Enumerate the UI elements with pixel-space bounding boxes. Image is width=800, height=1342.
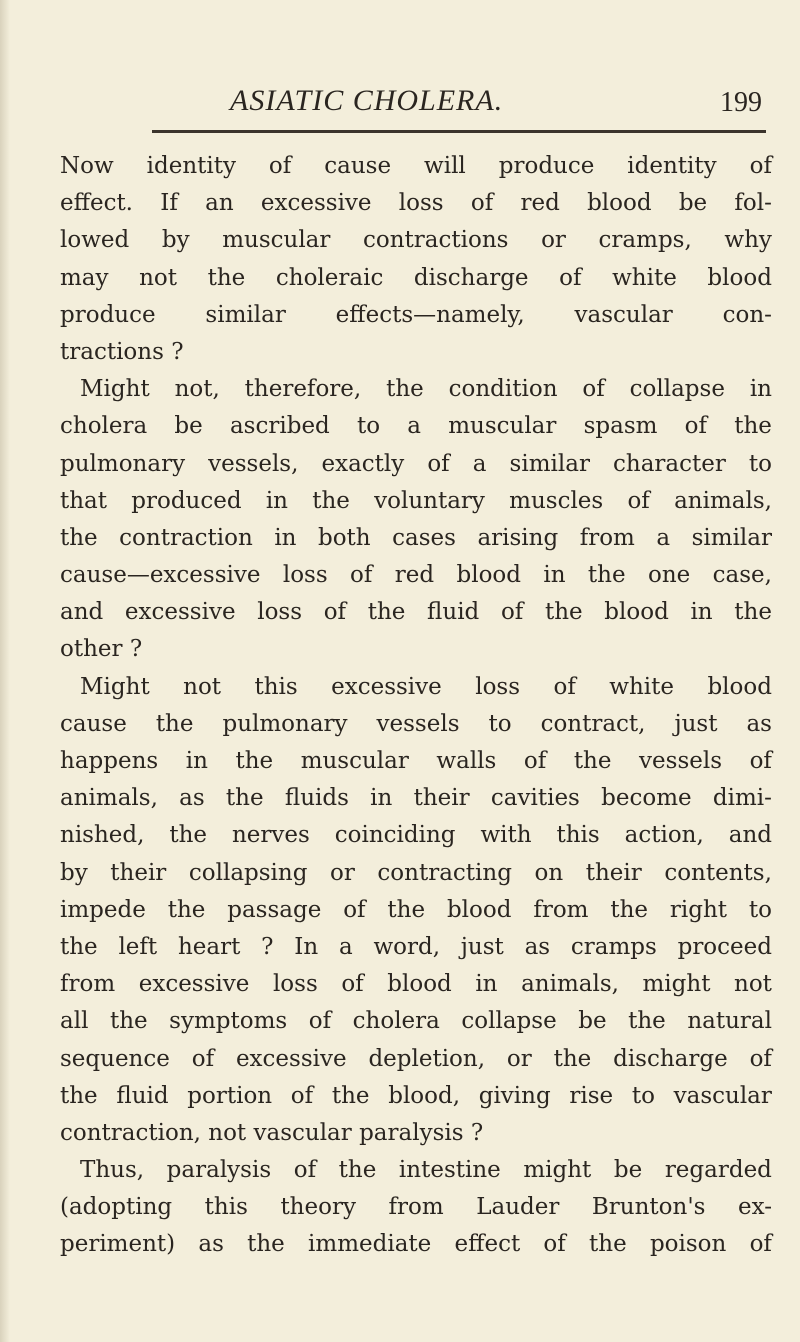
word: left xyxy=(118,933,158,960)
word: the xyxy=(109,1008,148,1035)
word: cramps xyxy=(570,933,657,960)
word: a xyxy=(656,524,671,551)
page-edge-shadow xyxy=(0,0,10,1342)
word: of xyxy=(293,1157,317,1184)
word: vascular xyxy=(673,1082,772,1109)
word: nished, xyxy=(60,822,145,849)
text-line xyxy=(60,408,772,445)
word: discharge xyxy=(613,1045,728,1072)
word: ? xyxy=(261,933,274,960)
word: the xyxy=(331,1082,370,1109)
word: immediate xyxy=(308,1231,432,1258)
word: Lauder xyxy=(476,1194,560,1221)
word: the xyxy=(367,599,406,626)
word: (adopting xyxy=(60,1194,173,1221)
word: the xyxy=(312,487,350,514)
text-line xyxy=(60,817,772,854)
word: from xyxy=(388,1194,444,1221)
word: blood xyxy=(707,264,772,291)
word: of xyxy=(343,896,366,923)
word: will xyxy=(424,153,466,179)
word: blood xyxy=(707,673,772,700)
word: of xyxy=(500,599,524,626)
word: the xyxy=(60,524,98,551)
word: periment) xyxy=(60,1231,176,1258)
word: loss xyxy=(282,562,328,589)
word: depletion, xyxy=(368,1045,486,1072)
word: just xyxy=(674,710,718,737)
word: effect. xyxy=(60,190,133,217)
word: fluid xyxy=(116,1082,169,1109)
word: not xyxy=(139,264,178,291)
word: of xyxy=(191,1045,215,1072)
word: animals, xyxy=(521,971,619,998)
word: of xyxy=(268,153,292,179)
word: and xyxy=(728,822,772,849)
word: of xyxy=(553,673,576,700)
word: ascribed xyxy=(229,413,330,440)
word: and xyxy=(60,599,104,626)
running-title: ASIATIC CHOLERA. xyxy=(230,84,504,117)
word: in xyxy=(475,971,498,998)
word: poison xyxy=(649,1231,727,1258)
word: contents, xyxy=(664,859,772,886)
word: be xyxy=(578,1008,607,1035)
word: the xyxy=(155,710,194,737)
word: dimi- xyxy=(712,785,772,812)
text-line xyxy=(60,446,772,483)
word: vascular xyxy=(253,1119,352,1146)
word: passage xyxy=(227,896,322,923)
word: contraction xyxy=(119,524,253,551)
word: in xyxy=(690,599,713,626)
word: of xyxy=(749,1231,772,1258)
text-line xyxy=(60,929,772,966)
word: the xyxy=(60,1082,98,1109)
text-line xyxy=(60,334,772,371)
word: loss xyxy=(398,190,444,217)
text-line xyxy=(60,1189,772,1226)
word: contracting xyxy=(377,859,512,886)
page-number: 199 xyxy=(720,87,762,118)
word: sequence xyxy=(60,1045,170,1072)
word: the xyxy=(167,896,206,923)
text-line xyxy=(60,1226,772,1263)
word: walls xyxy=(436,748,497,774)
word: of xyxy=(290,1082,314,1109)
word: impede xyxy=(60,896,146,923)
word: blood xyxy=(387,971,452,998)
word: the xyxy=(386,376,424,403)
word: In xyxy=(294,933,319,960)
word: muscular xyxy=(448,413,557,440)
word: If xyxy=(160,190,178,217)
word: the xyxy=(60,933,98,960)
word: cholera xyxy=(60,413,148,440)
word: Might xyxy=(80,376,150,403)
word: cases xyxy=(392,524,456,551)
word: as xyxy=(198,1231,224,1258)
word: the xyxy=(544,599,583,626)
word: contract, xyxy=(540,710,646,737)
word: blood xyxy=(456,562,521,589)
word: giving xyxy=(478,1082,551,1109)
word: tractions xyxy=(60,338,164,365)
word: white xyxy=(612,264,677,291)
word: by xyxy=(161,227,190,254)
word: ? xyxy=(171,338,184,365)
word: the xyxy=(387,896,426,923)
word: of xyxy=(341,971,364,998)
word: or xyxy=(506,1045,532,1072)
word: the xyxy=(734,413,772,440)
word: ex- xyxy=(738,1194,772,1221)
word: be xyxy=(678,190,708,217)
word: loss xyxy=(475,673,521,700)
word: lowed xyxy=(60,227,130,254)
text-line xyxy=(60,743,772,780)
word: blood xyxy=(587,190,652,217)
word: excessive xyxy=(124,599,236,626)
word: muscular xyxy=(222,227,331,254)
word: or xyxy=(330,859,355,886)
word: of xyxy=(749,153,772,179)
word: cavities xyxy=(490,785,580,812)
word: effects—namely, xyxy=(335,301,525,328)
word: Brunton's xyxy=(591,1194,706,1221)
word: not, xyxy=(174,376,220,403)
word: the xyxy=(207,264,246,291)
word: may xyxy=(60,264,109,291)
word: from xyxy=(579,524,635,551)
word: as xyxy=(179,785,205,812)
word: discharge xyxy=(413,264,529,291)
word: the xyxy=(225,785,264,812)
word: cholera xyxy=(352,1008,440,1035)
word: of xyxy=(627,487,650,514)
word: con- xyxy=(722,301,772,328)
word: be xyxy=(174,413,203,440)
word: as xyxy=(746,710,772,737)
word: as xyxy=(524,933,551,960)
word: that xyxy=(60,487,108,514)
text-line xyxy=(60,594,772,631)
word: contraction, xyxy=(60,1119,201,1146)
word: from xyxy=(533,896,589,923)
word: muscles xyxy=(509,487,604,514)
word: with xyxy=(480,822,532,849)
text-line xyxy=(60,631,772,668)
word: case, xyxy=(712,562,772,589)
word: excessive xyxy=(138,971,250,998)
word: action, xyxy=(624,822,704,849)
word: an xyxy=(205,190,234,217)
word: vessels, xyxy=(208,450,299,477)
word: contractions xyxy=(363,227,509,254)
word: spasm xyxy=(583,413,658,440)
text-line xyxy=(60,297,772,334)
text-line xyxy=(60,557,772,594)
word: not xyxy=(208,1119,247,1146)
word: by xyxy=(60,859,88,886)
word: in xyxy=(274,524,297,551)
word: fluid xyxy=(427,599,480,626)
word: from xyxy=(60,971,116,998)
word: be xyxy=(613,1157,643,1184)
text-line xyxy=(60,669,772,706)
word: on xyxy=(534,859,564,886)
word: natural xyxy=(687,1008,772,1035)
word: ? xyxy=(470,1119,484,1146)
text-line xyxy=(60,520,772,557)
word: ? xyxy=(129,636,143,663)
text-line xyxy=(60,1115,772,1152)
word: of xyxy=(543,1231,566,1258)
word: of xyxy=(749,748,772,774)
word: their xyxy=(110,859,167,886)
text-line xyxy=(60,966,772,1003)
word: red xyxy=(394,562,435,589)
word: portion xyxy=(187,1082,273,1109)
word: effect xyxy=(454,1231,521,1258)
text-line xyxy=(60,1078,772,1115)
word: vessels xyxy=(376,710,460,737)
word: red xyxy=(520,190,560,217)
word: animals, xyxy=(674,487,772,514)
word: of xyxy=(559,264,582,291)
word: both xyxy=(317,524,371,551)
text-line xyxy=(60,148,772,185)
word: loss xyxy=(272,971,318,998)
word: intestine xyxy=(398,1157,501,1184)
text-line xyxy=(60,855,772,892)
word: the xyxy=(734,599,772,626)
word: the xyxy=(553,1045,592,1072)
word: fluids xyxy=(284,785,349,812)
word: excessive xyxy=(260,190,372,217)
word: cause—excessive xyxy=(60,562,261,589)
word: produced xyxy=(131,487,242,514)
word: cause xyxy=(324,153,392,179)
word: blood, xyxy=(388,1082,461,1109)
word: their xyxy=(585,859,642,886)
word: excessive xyxy=(235,1045,347,1072)
word: coinciding xyxy=(334,822,456,849)
word: heart xyxy=(177,933,241,960)
word: exactly xyxy=(321,450,405,477)
word: white xyxy=(609,673,674,700)
word: a xyxy=(472,450,487,477)
word: this xyxy=(556,822,600,849)
word: similar xyxy=(205,301,286,328)
word: vascular xyxy=(574,301,673,328)
word: produce xyxy=(498,153,595,179)
word: one xyxy=(647,562,691,589)
word: blood xyxy=(604,599,669,626)
word: muscular xyxy=(300,748,409,774)
word: in xyxy=(265,487,288,514)
word: of xyxy=(582,376,605,403)
word: of xyxy=(749,1045,772,1072)
word: the xyxy=(169,822,208,849)
word: not xyxy=(183,673,222,700)
word: a xyxy=(407,413,421,440)
text-line xyxy=(60,1152,772,1189)
word: nerves xyxy=(231,822,310,849)
word: in xyxy=(543,562,566,589)
word: right xyxy=(669,896,728,923)
word: choleraic xyxy=(275,264,384,291)
word: just xyxy=(460,933,504,960)
word: why xyxy=(724,227,772,254)
word: all xyxy=(60,1008,89,1035)
text-line xyxy=(60,1003,772,1040)
word: to xyxy=(356,413,381,440)
word: animals, xyxy=(60,785,158,812)
word: identity xyxy=(627,153,717,179)
word: of xyxy=(350,562,373,589)
word: become xyxy=(601,785,692,812)
body-text xyxy=(60,148,772,1264)
word: of xyxy=(308,1008,332,1035)
word: produce xyxy=(60,301,156,328)
word: other xyxy=(60,636,123,663)
word: the xyxy=(628,1008,666,1035)
word: their xyxy=(413,785,470,812)
word: Might xyxy=(80,673,150,700)
word: symptoms xyxy=(169,1008,288,1035)
word: of xyxy=(323,599,347,626)
word: in xyxy=(370,785,393,812)
word: theory xyxy=(280,1194,356,1221)
text-line xyxy=(60,260,772,297)
word: collapsing xyxy=(188,859,308,886)
word: to xyxy=(488,710,512,737)
word: the xyxy=(338,1157,377,1184)
word: loss xyxy=(257,599,303,626)
word: collapse xyxy=(461,1008,557,1035)
word: of xyxy=(684,413,708,440)
text-line xyxy=(60,892,772,929)
text-line xyxy=(60,222,772,259)
page-header xyxy=(152,74,762,134)
word: of xyxy=(470,190,494,217)
word: arising xyxy=(477,524,559,551)
word: the xyxy=(589,1231,627,1258)
word: fol- xyxy=(734,190,772,217)
word: proceed xyxy=(677,933,772,960)
word: of xyxy=(523,748,547,774)
word: regarded xyxy=(664,1157,772,1184)
text-line xyxy=(60,706,772,743)
word: cramps, xyxy=(598,227,692,254)
word: to xyxy=(631,1082,655,1109)
word: identity xyxy=(146,153,236,179)
word: paralysis xyxy=(166,1157,272,1184)
word: collapse xyxy=(629,376,725,403)
text-line xyxy=(60,185,772,222)
word: this xyxy=(204,1194,248,1221)
word: the xyxy=(587,562,626,589)
word: the xyxy=(610,896,649,923)
word: word, xyxy=(373,933,441,960)
word: pulmonary xyxy=(60,450,186,477)
word: in xyxy=(185,748,208,774)
word: blood xyxy=(446,896,512,923)
word: of xyxy=(427,450,450,477)
word: the xyxy=(235,748,274,774)
word: vessels xyxy=(639,748,723,774)
word: or xyxy=(541,227,566,254)
word: Thus, xyxy=(80,1157,145,1184)
word: cause xyxy=(60,710,127,737)
word: the xyxy=(573,748,612,774)
word: condition xyxy=(448,376,558,403)
word: this xyxy=(254,673,298,700)
text-line xyxy=(60,1041,772,1078)
word: rise xyxy=(569,1082,614,1109)
text-line xyxy=(60,483,772,520)
word: might xyxy=(523,1157,592,1184)
word: not xyxy=(734,971,772,998)
word: to xyxy=(748,450,772,477)
word: pulmonary xyxy=(222,710,348,737)
word: a xyxy=(338,933,353,960)
word: happens xyxy=(60,748,159,774)
word: to xyxy=(748,896,772,923)
word: paralysis xyxy=(359,1119,464,1146)
word: the xyxy=(247,1231,285,1258)
word: similar xyxy=(691,524,772,551)
word: similar xyxy=(509,450,590,477)
word: in xyxy=(749,376,772,403)
text-line xyxy=(60,371,772,408)
text-line xyxy=(60,780,772,817)
word: Now xyxy=(60,153,114,179)
word: might xyxy=(642,971,711,998)
header-rule xyxy=(152,130,766,133)
word: therefore, xyxy=(244,376,362,403)
word: excessive xyxy=(331,673,442,700)
word: voluntary xyxy=(374,487,485,514)
word: character xyxy=(613,450,726,477)
